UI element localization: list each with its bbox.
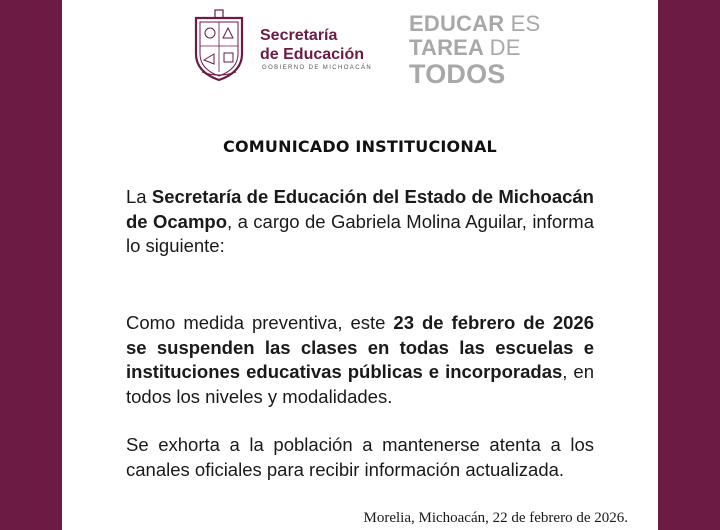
slogan <box>409 12 540 88</box>
slogan-word: TODOS <box>409 59 506 89</box>
intro-paragraph <box>126 185 594 259</box>
text-run-bold: Secretaría de Educación del Estado de Michoacán de Ocampo <box>126 186 594 232</box>
communique-page <box>62 0 658 530</box>
exhortation-paragraph: Se exhorta a la población a mantenerse atenta a los canales oficiales para recibir información actualizada. <box>126 434 594 480</box>
slogan-word: ES <box>510 11 541 36</box>
text-run: , en todos los niveles y modalidades. <box>126 361 595 407</box>
text-run: , a cargo de Gabriela Molina Aguilar, informa lo siguiente: <box>126 210 595 256</box>
text-run: Como medida preventiva, este <box>126 312 394 333</box>
michoacan-crest-icon <box>190 8 248 82</box>
logo-line-1: Secretaría <box>260 27 338 44</box>
slogan-word: EDUCAR <box>409 11 505 36</box>
slogan-word: DE <box>489 35 521 60</box>
logo-line-2: de Educación <box>260 46 365 63</box>
slogan-word: TAREA <box>409 35 484 60</box>
dateline: Morelia, Michoacán, 22 de febrero de 2026. <box>363 510 628 526</box>
text-run: La <box>126 186 152 207</box>
announcement-paragraph <box>126 311 594 409</box>
text-run-bold: 23 de febrero de 2026 se suspenden las clases en todas las escuelas e instituciones educativas públicas e incorporadas <box>126 312 594 382</box>
logo-subtitle: GOBIERNO DE MICHOACÁN <box>262 65 373 71</box>
logo-wordmark <box>260 26 364 64</box>
communique-title: COMUNICADO INSTITUCIONAL <box>223 137 497 156</box>
